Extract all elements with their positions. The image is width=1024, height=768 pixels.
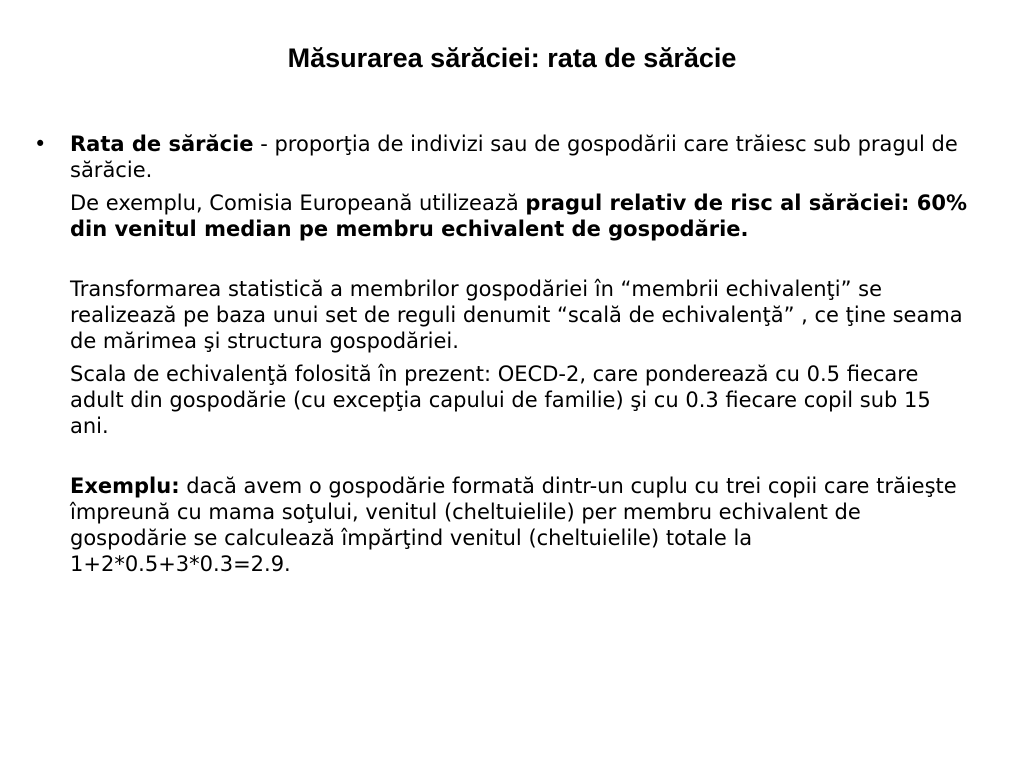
- eu-threshold-bold: pragul relativ de risc al sărăciei: 60% din venitul median pe membru echivalent de gospodărie.: [70, 191, 968, 241]
- example-label: Exemplu:: [70, 474, 180, 498]
- paragraph-equivalence-scale: Scala de echivalenţă folosită în prezent: OECD-2, care ponderează cu 0.5 fiecare adult din gospodărie (cu excepţia capului de familie) şi cu 0.3 fiecare copil sub 15 ani.: [70, 362, 931, 438]
- example-text: dacă avem o gospodărie formată dintr-un cuplu cu trei copii care trăieşte împreună cu mama soţului, venitul (cheltuielile) per membru echivalent de gospodărie se calculează împărţind venitul (cheltuielile) totale la 1+2*0.5+3*0.3=2.9.: [70, 474, 957, 576]
- bullet-marker: •: [34, 132, 47, 156]
- definition-poverty-rate: - proporţia de indivizi sau de gospodării care trăiesc sub pragul de sărăcie.: [70, 132, 958, 182]
- paragraph-example: [34, 473, 974, 577]
- slide-title: Măsurarea sărăciei: rata de sărăcie: [287, 43, 737, 73]
- eu-threshold-text: De exemplu, Comisia Europeană utilizează: [70, 191, 526, 215]
- slide-content: [34, 131, 974, 577]
- term-poverty-rate: Rata de sărăcie: [70, 132, 254, 156]
- paragraph-transformation: Transformarea statistică a membrilor gospodăriei în “membrii echivalenţi” se realizează pe baza unui set de reguli denumit “scală de echivalenţă” , ce ţine seama de mărimea şi structura gospodăriei.: [70, 277, 963, 353]
- bullet-item-poverty-rate: [34, 131, 974, 183]
- paragraph-eu-threshold: [34, 190, 974, 242]
